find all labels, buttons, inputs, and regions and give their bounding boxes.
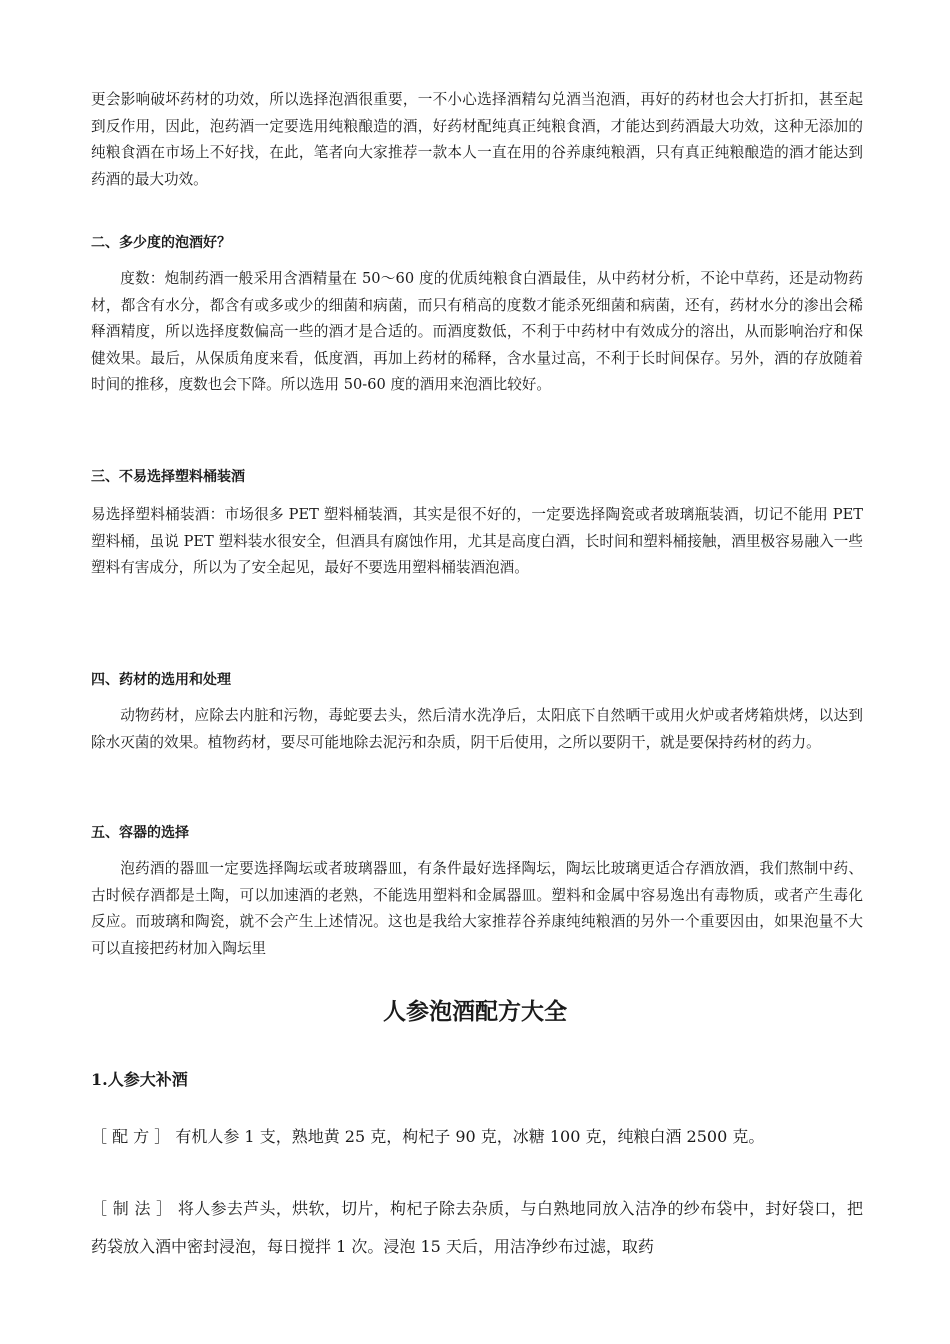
section-heading-alcohol-degree: 二、多少度的泡酒好？ (91, 235, 231, 251)
section-heading-container: 五、容器的选择 (91, 825, 189, 841)
section-body-herb-processing: 动物药材，应除去内脏和污物，毒蛇要去头，然后清水洗净后，太阳底下自然晒干或用火炉或者烤箱烘烤，以达到除水灭菌的效果。植物药材，要尽可能地除去泥污和杂质，阴干后使用，之所以要阴干，就是要保持药材的药力。 (91, 707, 863, 751)
intro-paragraph-block (91, 87, 863, 193)
section-body-plastic-barrel-block (91, 502, 863, 582)
section-body-plastic-barrel: 易选择塑料桶装酒：市场很多 PET 塑料桶装酒，其实是很不好的，一定要选择陶瓷或者玻璃瓶装酒，切记不能用 PET 塑料桶，虽说 PET 塑料装水很安全，但酒具有腐蚀作用，尤其是高度白酒，长时间和塑料桶接触，酒里极容易融入一些塑料有害成分，所以为了安全起见，最好不要选用塑料桶装酒泡酒。 (91, 506, 863, 576)
section-body-alcohol-degree: 度数：炮制药酒一般采用含酒精量在 50～60 度的优质纯粮食白酒最佳，从中药材分析，不论中草药，还是动物药材，都含有水分，都含有或多或少的细菌和病菌，而只有稍高的度数才能杀死细菌和病菌，还有，药材水分的渗出会稀释酒精度，所以选择度数偏高一些的酒才是合适的。而酒度数低，不利于中药材中有效成分的溶出，从而影响治疗和保健效果。最后，从保质角度来看，低度酒，再加上药材的稀释，含水量过高，不利于长时间保存。另外，酒的存放随着时间的推移，度数也会下降。所以选用 50-60 度的酒用来泡酒比较好。 (91, 270, 863, 393)
recipe-method-block (91, 1190, 863, 1266)
section-body-container-block (91, 856, 863, 962)
recipe-method: ［ 制 法 ］ 将人参去芦头，烘软，切片，枸杞子除去杂质，与白熟地同放入洁净的纱布袋中，封好袋口，把药袋放入酒中密封浸泡，每日搅拌 1 次。浸泡 15 天后，用洁净纱布过滤，取药 (91, 1199, 863, 1256)
section-body-alcohol-degree-block (91, 266, 863, 399)
section-body-container: 泡药酒的器皿一定要选择陶坛或者玻璃器皿，有条件最好选择陶坛，陶坛比玻璃更适合存酒放酒，我们熬制中药、古时候存酒都是土陶，可以加速酒的老熟，不能选用塑料和金属器皿。塑料和金属中容易逸出有毒物质，或者产生毒化反应。而玻璃和陶瓷，就不会产生上述情况。这也是我给大家推荐谷养康纯纯粮酒的另外一个重要因由，如果泡量不大可以直接把药材加入陶坛里 (91, 860, 863, 957)
recipe-formula: ［ 配 方 ］ 有机人参 1 支，熟地黄 25 克，枸杞子 90 克，冰糖 100 克，纯粮白酒 2500 克。 (91, 1127, 765, 1146)
recipe-formula-block (91, 1118, 863, 1156)
section-heading-herb-processing: 四、药材的选用和处理 (91, 672, 231, 688)
section-body-herb-processing-block (91, 703, 863, 756)
main-title: 人参泡酒配方大全 (383, 998, 567, 1025)
recipe-title: 1.人参大补酒 (91, 1070, 188, 1089)
section-heading-plastic-barrel: 三、不易选择塑料桶装酒 (91, 469, 245, 485)
intro-paragraph: 更会影响破坏药材的功效，所以选择泡酒很重要，一不小心选择酒精勾兑酒当泡酒，再好的药材也会大打折扣，甚至起到反作用，因此，泡药酒一定要选用纯粮酿造的酒，好药材配纯真正纯粮食酒，才能达到药酒最大功效，这种无添加的纯粮食酒在市场上不好找，在此，笔者向大家推荐一款本人一直在用的谷养康纯粮酒，只有真正纯粮酿造的酒才能达到药酒的最大功效。 (91, 91, 863, 188)
